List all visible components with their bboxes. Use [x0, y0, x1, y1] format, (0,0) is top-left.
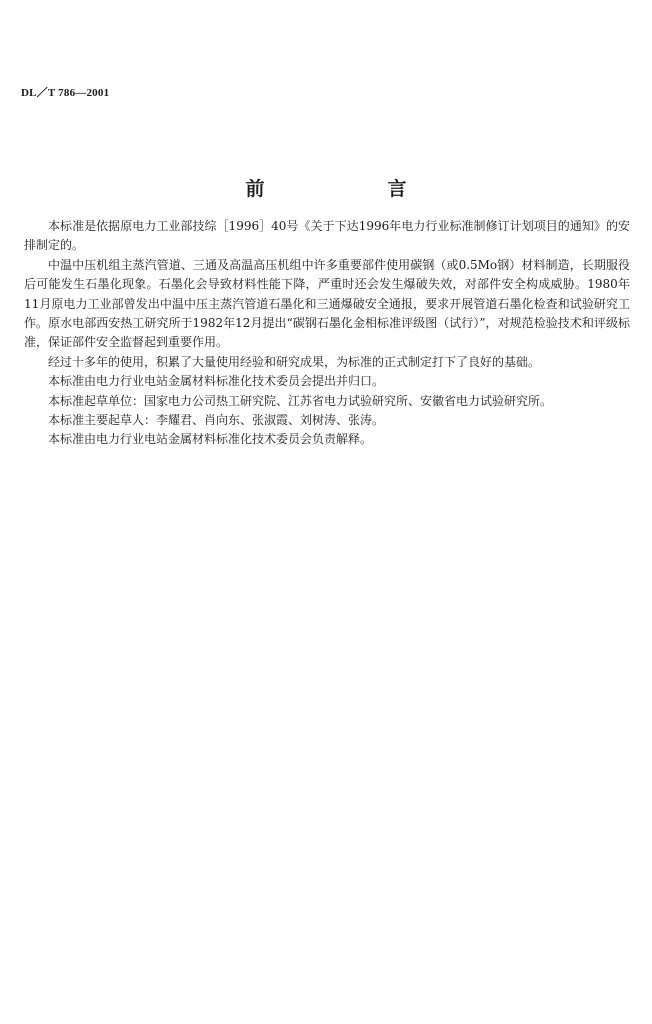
paragraph-drafters: 本标准主要起草人：李耀君、肖向东、张淑霞、刘树涛、张涛。: [48, 413, 385, 428]
paragraph-drafting-units: 本标准起草单位：国家电力公司热工研究院、江苏省电力试验研究所、安徽省电力试验研究所。: [48, 393, 553, 408]
paragraph-proposer: 本标准由电力行业电站金属材料标准化技术委员会提出并归口。: [48, 374, 385, 389]
paragraph-background: 中温中压机组主蒸汽管道、三通及高温高压机组中许多重要部件使用碳钢（或0.5Mo钢）材料制造，长期服役后可能发生石墨化现象。石墨化会导致材料性能下降，严重时还会发生爆破失效，对部件安全构成威胁。1980年11月原电力工业部曾发出中温中压主蒸汽管道石墨化和三通爆破安全通报，要求开展管道石墨化检查和试验研究工作。原水电部西安热工研究所于1982年12月提出“碳钢石墨化金相标准评级图（试行）”，对规范检验技术和评级标准，保证部件安全监督起到重要作用。: [24, 257, 630, 350]
document-code: DL／T 786—2001: [21, 87, 110, 99]
page-title: 前 言: [245, 178, 459, 200]
paragraph-basis: 本标准是依据原电力工业部技综［1996］40号《关于下达1996年电力行业标准制修订计划项目的通知》的安排制定的。: [24, 219, 630, 253]
foreword-body: [24, 217, 630, 450]
paragraph-interpretation: 本标准由电力行业电站金属材料标准化技术委员会负责解释。: [48, 432, 373, 447]
paragraph-experience: 经过十多年的使用，积累了大量使用经验和研究成果，为标准的正式制定打下了良好的基础。: [48, 354, 541, 369]
